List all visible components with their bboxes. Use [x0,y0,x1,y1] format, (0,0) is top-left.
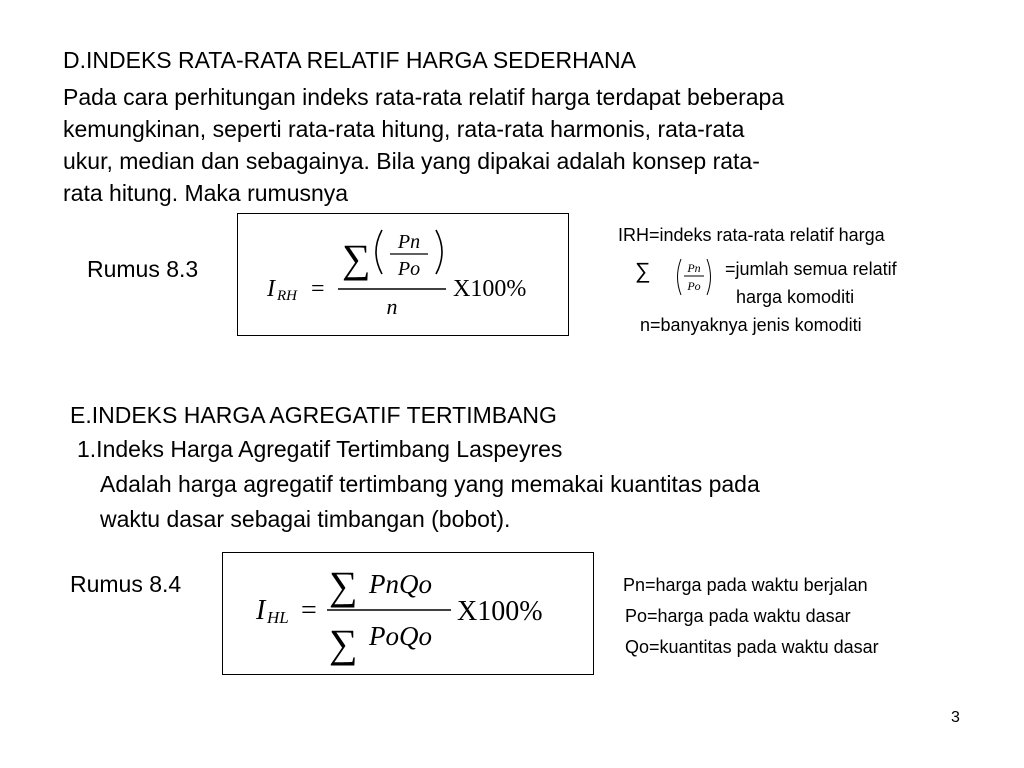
formula-8-4-label: Rumus 8.4 [70,571,182,597]
formula-8-4-box [222,552,594,675]
legend-8-4-qo: Qo=kuantitas pada waktu dasar [625,637,879,657]
formula-8-3-sum-symbol: ∑ [342,236,371,281]
section-e-paragraph-line-2: waktu dasar sebagai timbangan (bobot). [100,506,511,532]
section-d-heading: D.INDEKS RATA-RATA RELATIF HARGA SEDERHANA [63,47,636,73]
formula-8-3-label: Rumus 8.3 [87,256,199,282]
formula-8-3-box [237,213,569,336]
section-e-paragraph-line-1: Adalah harga agregatif tertimbang yang memakai kuantitas pada [100,471,760,497]
legend-8-4-pn: Pn=harga pada waktu berjalan [623,575,868,595]
section-e-heading: E.INDEKS HARGA AGREGATIF TERTIMBANG [70,402,557,428]
formula-8-4-multiplier: X100% [457,596,543,627]
legend-8-3-sigma: ∑ [635,258,651,283]
formula-8-3-frac-numerator: Pn [397,231,421,253]
section-e-subheading: 1.Indeks Harga Agregatif Tertimbang Laspeyres [77,436,563,462]
formula-8-3-lhs-symbol: I [267,276,275,302]
legend-8-4-po: Po=harga pada waktu dasar [625,606,851,626]
section-d-paragraph-line-4: rata hitung. Maka rumusnya [63,180,349,206]
formula-8-4-numerator-sum: ∑ [329,563,358,608]
formula-8-4-lhs-symbol: I [256,595,266,626]
formula-8-3-left-paren [376,230,382,274]
formula-8-3-denominator: n [386,294,398,319]
legend-8-3-n-description: n=banyaknya jenis komoditi [640,315,862,335]
legend-8-3-sum-description-2: harga komoditi [736,287,855,307]
formula-8-3-frac-denominator: Po [397,258,421,280]
formula-8-3-lhs-subscript: RH [277,288,297,304]
formula-8-4-numerator-expression: PnQo [369,569,432,599]
formula-8-4-equation [223,553,593,674]
formula-8-3-equation [238,214,568,335]
formula-8-4-equals: = [301,595,317,626]
legend-8-3-small-fraction [672,256,716,298]
page-number: 3 [951,709,960,726]
formula-8-3-equals: = [311,276,325,302]
legend-8-3-sum-description-1: =jumlah semua relatif [725,259,897,279]
section-d-paragraph-line-1: Pada cara perhitungan indeks rata-rata relatif harga terdapat beberapa [63,84,785,110]
legend-8-3-small-numerator: Pn [687,261,701,275]
section-d-paragraph-line-2: kemungkinan, seperti rata-rata hitung, rata-rata harmonis, rata-rata [63,116,745,142]
legend-8-3-small-right-paren [707,259,711,295]
formula-8-3-right-paren [436,230,442,274]
section-d-paragraph-line-3: ukur, median dan sebagainya. Bila yang dipakai adalah konsep rata- [63,148,760,174]
formula-8-3-multiplier: X100% [453,276,527,302]
legend-8-3-small-left-paren [678,259,682,295]
formula-8-4-denominator-sum: ∑ [329,621,358,666]
formula-8-4-denominator-expression: PoQo [369,621,432,651]
legend-8-3-small-denominator: Po [687,279,701,293]
legend-8-3-irh: IRH=indeks rata-rata relatif harga [618,225,885,245]
formula-8-4-lhs-subscript: HL [267,608,289,627]
